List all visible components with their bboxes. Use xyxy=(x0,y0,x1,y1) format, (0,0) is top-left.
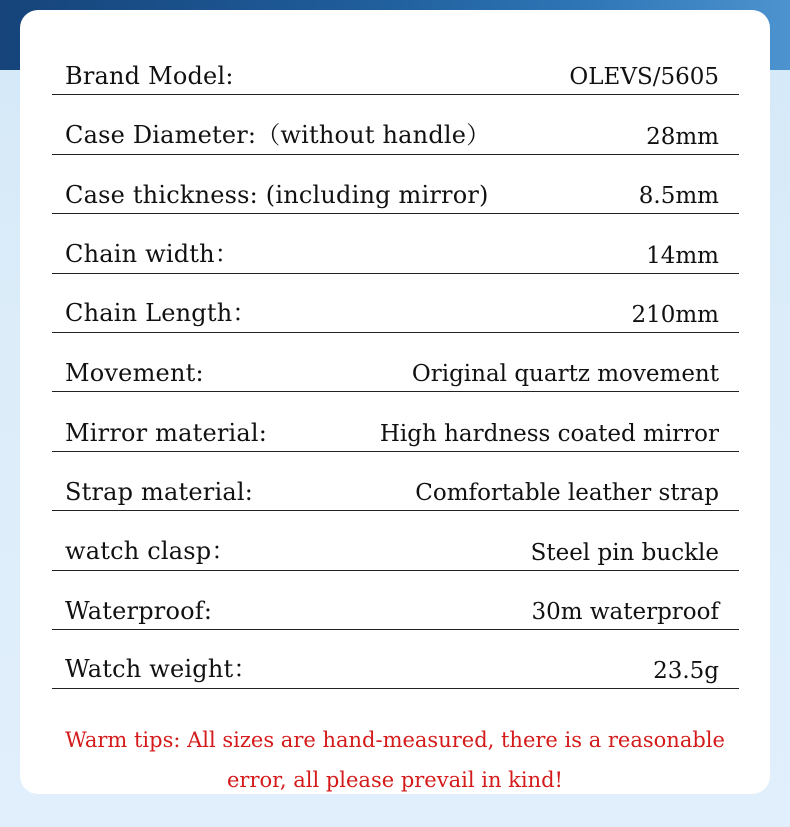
spec-label: Watch weight： xyxy=(65,655,258,684)
spec-label: Chain width： xyxy=(65,239,239,268)
spec-row-watch-clasp xyxy=(52,511,739,570)
spec-row-brand-model xyxy=(52,36,739,95)
spec-value: Original quartz movement xyxy=(411,361,719,388)
spec-row-strap-material xyxy=(52,452,739,511)
spec-value: 14mm xyxy=(646,242,719,269)
spec-label: Chain Length： xyxy=(65,298,257,327)
warm-tips-line-1: Warm tips: All sizes are hand-measured, there is a reasonable xyxy=(65,728,725,752)
spec-row-chain-length xyxy=(52,274,739,333)
spec-label: Brand Model: xyxy=(65,62,234,91)
spec-row-case-diameter xyxy=(52,95,739,154)
spec-row-mirror-material xyxy=(52,392,739,451)
spec-label: Strap material: xyxy=(65,478,253,507)
spec-label: Case thickness: (including mirror) xyxy=(65,181,489,210)
spec-row-waterproof xyxy=(52,571,739,630)
spec-value: 30m waterproof xyxy=(531,598,719,625)
spec-value: 23.5g xyxy=(653,658,719,685)
spec-label: Waterproof: xyxy=(65,596,213,625)
spec-label: Mirror material: xyxy=(65,418,268,447)
spec-row-watch-weight xyxy=(52,630,739,689)
spec-row-movement xyxy=(52,333,739,392)
spec-table xyxy=(52,36,739,689)
warm-tips-line-2: error, all please prevail in kind! xyxy=(226,768,563,792)
spec-value: High hardness coated mirror xyxy=(379,420,719,447)
spec-value: 28mm xyxy=(646,123,719,150)
spec-value: 8.5mm xyxy=(638,183,719,210)
spec-label: Movement: xyxy=(65,359,204,388)
spec-value: OLEVS/5605 xyxy=(569,64,719,91)
spec-label: watch clasp： xyxy=(65,536,236,565)
spec-label: Case Diameter:（without handle） xyxy=(65,120,491,149)
warm-tips-note xyxy=(40,720,750,800)
spec-value: Comfortable leather strap xyxy=(415,480,719,507)
spec-value: Steel pin buckle xyxy=(530,539,719,566)
spec-row-chain-width xyxy=(52,214,739,273)
spec-row-case-thickness xyxy=(52,155,739,214)
spec-value: 210mm xyxy=(631,301,719,328)
